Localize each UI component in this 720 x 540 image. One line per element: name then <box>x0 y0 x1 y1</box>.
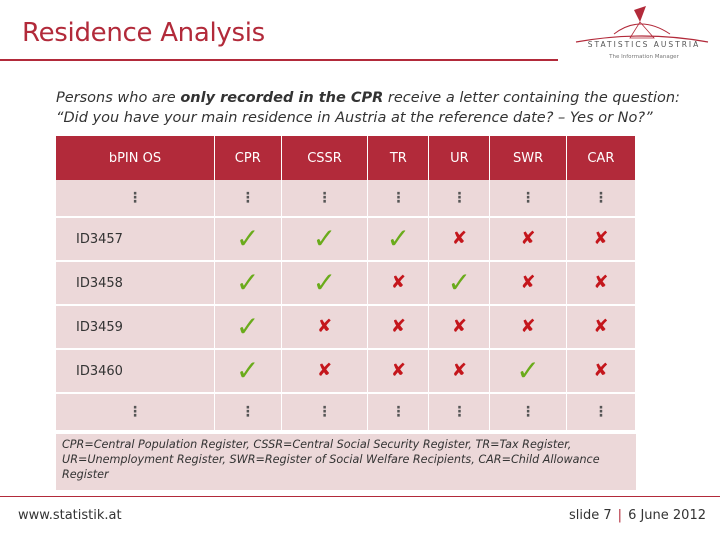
register-status-cell <box>567 262 636 306</box>
cross-icon: ✘ <box>390 272 406 293</box>
register-status-cell <box>567 350 636 394</box>
register-status-cell <box>567 306 636 350</box>
checkmark-icon: ✓ <box>236 266 260 299</box>
header-cell: CPR <box>215 136 282 180</box>
header-cell: bPIN OS <box>56 136 215 180</box>
logo-name: STATISTICS AUSTRIA <box>587 40 701 49</box>
header-cell: CAR <box>567 136 636 180</box>
ellipsis-cell <box>215 180 282 218</box>
register-status-cell <box>282 262 369 306</box>
register-status-cell <box>282 350 369 394</box>
register-status-cell <box>490 262 566 306</box>
ellipsis-cell <box>567 180 636 218</box>
register-status-cell <box>429 350 490 394</box>
cross-icon: ✘ <box>451 360 467 381</box>
register-status-cell <box>567 218 636 262</box>
ellipsis-cell <box>56 394 215 432</box>
checkmark-icon: ✓ <box>312 222 337 255</box>
title-divider <box>0 59 558 61</box>
checkmark-icon: ✓ <box>516 354 540 387</box>
header-cell: UR <box>429 136 490 180</box>
register-status-cell <box>368 306 429 350</box>
cross-icon: ✘ <box>451 228 467 249</box>
ellipsis-icon: ⋮ <box>452 190 467 206</box>
table-row <box>56 350 636 394</box>
ellipsis-cell <box>282 180 369 218</box>
checkmark-icon: ✓ <box>236 310 260 343</box>
ellipsis-icon: ⋮ <box>521 190 536 206</box>
table-row-ellipsis <box>56 180 636 218</box>
register-status-cell <box>429 218 490 262</box>
register-status-cell <box>215 262 282 306</box>
register-status-cell <box>490 350 566 394</box>
cross-icon: ✘ <box>316 316 333 337</box>
ellipsis-cell <box>490 180 566 218</box>
ellipsis-icon: ⋮ <box>240 404 255 420</box>
footer-separator: | <box>617 508 623 523</box>
register-status-cell <box>368 262 429 306</box>
register-table <box>56 136 636 432</box>
footer-divider <box>0 496 720 497</box>
abbreviation-note: CPR=Central Population Register, CSSR=Central Social Security Register, TR=Tax Register, UR=Unemployment Register, SWR=Register of Social Welfare Recipients, CAR=Child Allowance Register <box>56 434 636 490</box>
header-cell: CSSR <box>282 136 369 180</box>
ellipsis-icon: ⋮ <box>317 190 332 206</box>
register-status-cell <box>215 218 282 262</box>
cross-icon: ✘ <box>593 228 609 249</box>
cross-icon: ✘ <box>593 360 609 381</box>
ellipsis-cell <box>490 394 566 432</box>
checkmark-icon: ✓ <box>312 266 337 299</box>
cross-icon: ✘ <box>451 316 467 337</box>
register-status-cell <box>282 218 369 262</box>
ellipsis-icon: ⋮ <box>391 404 406 420</box>
person-id-cell: ID3460 <box>56 350 215 394</box>
table-header-row <box>56 136 636 180</box>
ellipsis-icon: ⋮ <box>127 404 142 420</box>
ellipsis-cell <box>567 394 636 432</box>
checkmark-icon: ✓ <box>447 266 472 299</box>
register-status-cell <box>215 306 282 350</box>
footer-slide-info <box>569 508 706 523</box>
intro-line-1: Persons who are only recorded in the CPR receive a letter containing the question: <box>56 90 680 106</box>
footer-url[interactable]: www.statistik.at <box>18 508 122 523</box>
ellipsis-icon: ⋮ <box>452 404 467 420</box>
ellipsis-cell <box>368 180 429 218</box>
register-status-cell <box>368 350 429 394</box>
cross-icon: ✘ <box>520 272 536 293</box>
ellipsis-cell <box>368 394 429 432</box>
ellipsis-icon: ⋮ <box>521 404 536 420</box>
person-id-cell: ID3458 <box>56 262 215 306</box>
cross-icon: ✘ <box>390 360 406 381</box>
cross-icon: ✘ <box>390 316 406 337</box>
register-status-cell <box>490 306 566 350</box>
person-id-cell: ID3459 <box>56 306 215 350</box>
register-status-cell <box>368 218 429 262</box>
cross-icon: ✘ <box>593 272 609 293</box>
ellipsis-cell <box>429 394 490 432</box>
ellipsis-cell <box>282 394 369 432</box>
checkmark-icon: ✓ <box>236 222 260 255</box>
slide-number: slide 7 <box>569 508 612 523</box>
table-row <box>56 262 636 306</box>
register-status-cell <box>282 306 369 350</box>
ellipsis-icon: ⋮ <box>127 190 142 206</box>
checkmark-icon: ✓ <box>236 354 260 387</box>
ellipsis-icon: ⋮ <box>593 404 608 420</box>
ellipsis-icon: ⋮ <box>391 190 406 206</box>
register-status-cell <box>215 350 282 394</box>
header-cell: TR <box>368 136 429 180</box>
page-title: Residence Analysis <box>22 18 265 48</box>
intro-text <box>56 88 696 128</box>
slide-date: 6 June 2012 <box>628 508 706 523</box>
person-id-cell: ID3457 <box>56 218 215 262</box>
ellipsis-cell <box>429 180 490 218</box>
intro-emphasis: only recorded in the CPR <box>180 90 384 106</box>
cross-icon: ✘ <box>520 228 536 249</box>
ellipsis-icon: ⋮ <box>593 190 608 206</box>
header-cell: SWR <box>490 136 566 180</box>
table-row-ellipsis <box>56 394 636 432</box>
register-status-cell <box>490 218 566 262</box>
logo-tagline: The Information Manager <box>609 54 679 60</box>
table-row <box>56 306 636 350</box>
cross-icon: ✘ <box>316 360 333 381</box>
intro-line-2: “Did you have your main residence in Austria at the reference date? – Yes or No?” <box>56 110 653 126</box>
cross-icon: ✘ <box>593 316 609 337</box>
ellipsis-icon: ⋮ <box>317 404 332 420</box>
register-status-cell <box>429 306 490 350</box>
cross-icon: ✘ <box>520 316 536 337</box>
table-row <box>56 218 636 262</box>
checkmark-icon: ✓ <box>386 222 411 255</box>
ellipsis-cell <box>215 394 282 432</box>
register-status-cell <box>429 262 490 306</box>
ellipsis-cell <box>56 180 215 218</box>
ellipsis-icon: ⋮ <box>240 190 255 206</box>
